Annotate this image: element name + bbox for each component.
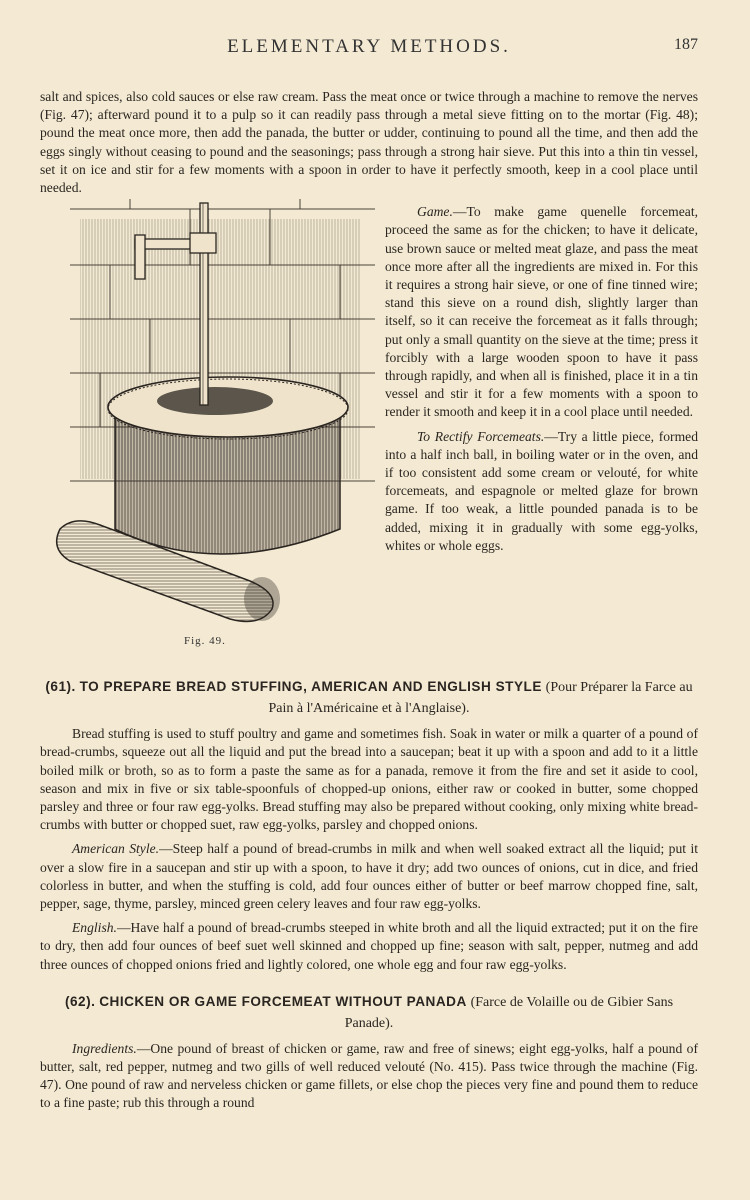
section-61-french-title: (Pour Préparer la Farce au Pain à l'Américaine et à l'Anglaise). xyxy=(268,680,693,717)
english-style-paragraph xyxy=(40,919,698,974)
american-style-paragraph xyxy=(40,840,698,913)
english-style-label: English. xyxy=(72,920,117,936)
figure-49 xyxy=(40,199,375,659)
american-style-label: American Style. xyxy=(72,841,160,857)
american-style-text: —Steep half a pound of bread-crumbs in milk and when well soaked extract all the liquid; put it over a slow fire in a saucepan and stir up with a spoon, to have it dry; add two ounces of onions, cut in dice, and fried colorless in butter, and when the stuffing is cold, add four ounces either of butter or beef marrow chopped fine, salt, pepper, sage, thyme, parsley, minced green celery leaves and four raw egg-yolks. xyxy=(40,841,698,912)
section-61-body: Bread stuffing is used to stuff poultry and game and sometimes fish. Soak in water or milk a quarter of a pound of bread-crumbs, squeeze out all the liquid and put the bread into a saucepan; beat it up with a spoon and add to it a little boiled milk or broth, so as to form a paste the same as for a panada, remove it from the fire and set it aside to cool, season and mix in five or six table-spoonfuls of chopped-up onions, either raw or cooked in butter, some chopped parsley and three or four raw egg-yolks. Bread stuffing may also be prepared without cooking, only mixing white bread-crumbs with butter or chopped suet, raw egg-yolks, parsley and chopped onions. xyxy=(40,726,698,833)
game-text: —To make game quenelle forcemeat, proceed the same as for the chicken; to have it delicate, use brown sauce or melted meat glaze, and pass the meat once more after all the ingredients are mixed in. For this it requires a strong hair sieve, or one of fine tinned wire; stand this sieve on a round dish, slightly larger than itself, so it can receive the forcemeat as it falls through; put only a small quantity on the sieve at the time; press it forcibly with a large wooden spoon to have it pass through rapidly, and when all is finished, place it in a tin vessel and stir it for a few moments with a spoon to render it smooth and keep it in a cool place until needed. xyxy=(385,204,698,420)
section-62-text: —One pound of breast of chicken or game, raw and free of sinews; eight egg-yolks, half a pound of butter, salt, red pepper, nutmeg and two gills of well reduced velouté (No. 415). Pass twice through the machine (Fig. 47). One pound of raw and nerveless chicken or game fillets, or else chop the pieces very fine and pound them to reduce to a fine paste; rub this through a round xyxy=(40,1040,698,1111)
section-61-number: (61). xyxy=(45,679,76,695)
section-62-french-title: (Farce de Volaille ou de Gibier Sans Panade). xyxy=(344,994,674,1031)
mortar-illustration xyxy=(40,199,375,629)
page-number: 187 xyxy=(674,36,698,53)
section-62-paragraph xyxy=(40,1040,698,1113)
section-62-number: (62). xyxy=(64,993,96,1009)
running-head xyxy=(40,36,698,62)
section-62-title: CHICKEN OR GAME FORCEMEAT WITHOUT PANADA xyxy=(99,993,467,1009)
ingredients-label: Ingredients. xyxy=(72,1040,137,1056)
running-title: ELEMENTARY METHODS. xyxy=(227,36,511,57)
section-62-heading xyxy=(40,992,698,1034)
game-label: Game. xyxy=(417,204,453,220)
rectify-text: —Try a little piece, formed into a half inch ball, in boiling water or in the oven, and if too consistent add some cream or velouté, for white forcemeats, and espagnole or melted glaze for brown game. If too weak, a little pounded panada is to be added, mixing it in gradually with some egg-yolks, whites or whole eggs. xyxy=(385,428,698,553)
section-61-heading xyxy=(40,677,698,719)
rectify-label: To Rectify Forcemeats. xyxy=(417,428,545,444)
intro-line xyxy=(40,88,698,197)
body-text xyxy=(40,88,698,1113)
intro-paragraph: salt and spices, also cold sauces or else raw cream. Pass the meat once or twice through a machine to remove the nerves (Fig. 47); afterward pound it to a pulp so it can readily pass through a metal sieve fitting on to the mortar (Fig. 48); pound the meat once more, then add the panada, the butter or udder, continuing to pound all the time, and then add the eggs singly without ceasing to pound and the seasonings; pass through a strong hair sieve. Put this into a thin tin vessel, set it on ice and stir for a few moments with a spoon in order to have it perfectly smooth, keep in a cool place until needed. xyxy=(40,89,698,196)
section-61-title: TO PREPARE BREAD STUFFING, AMERICAN AND ENGLISH STYLE xyxy=(79,679,542,695)
english-style-text: —Have half a pound of bread-crumbs steeped in white broth and all the liquid extracted; put it on the fire to dry, then add four ounces of beef suet well skinned and chopped up fine; season with salt, pepper, nutmeg and add three ounces of chopped onions fried and lightly colored, one whole egg and four raw egg-yolks. xyxy=(40,920,698,972)
figure-caption: Fig. 49. xyxy=(184,635,226,648)
